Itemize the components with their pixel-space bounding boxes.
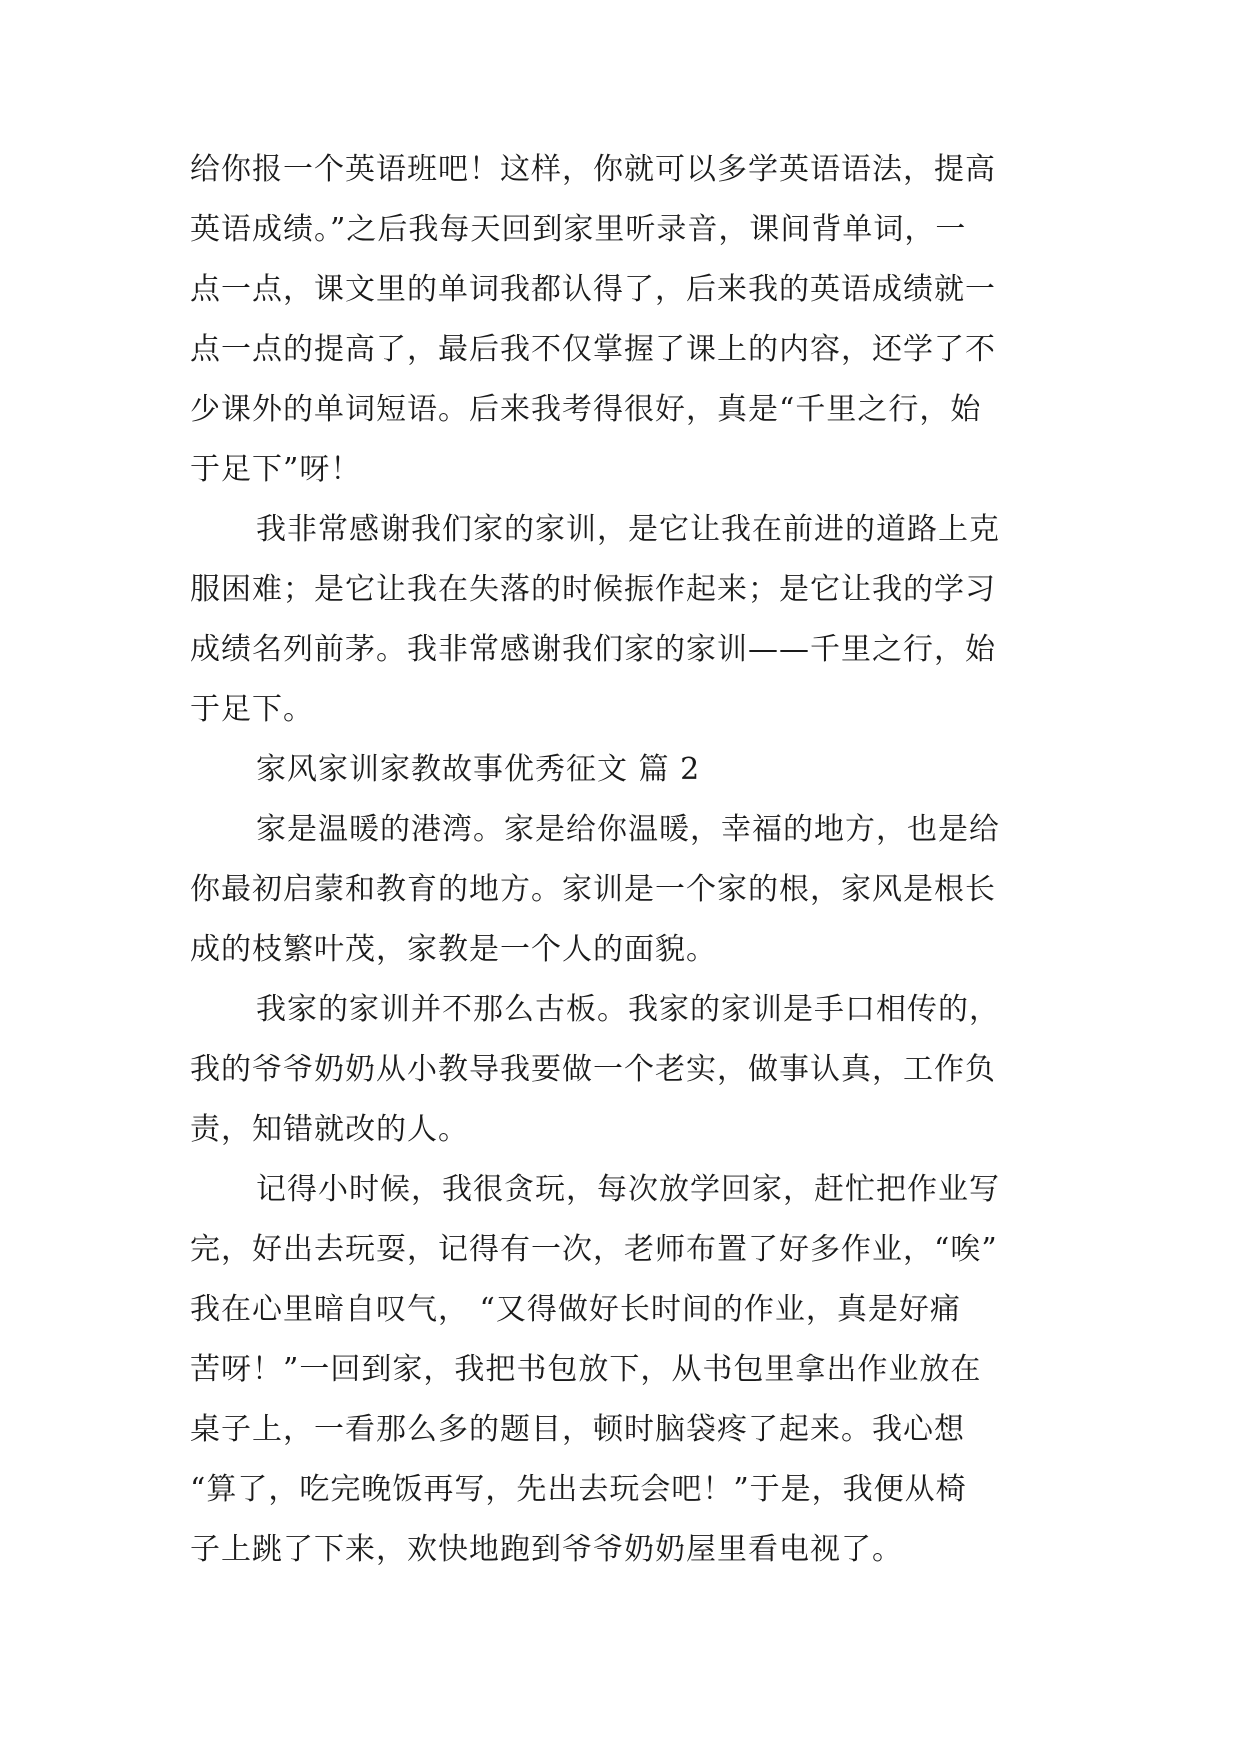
paragraph-line: 成绩名列前茅。我非常感谢我们家的家训——千里之行，始 xyxy=(190,632,996,667)
paragraph-line: 点一点的提高了，最后我不仅掌握了课上的内容，还学了不 xyxy=(190,332,996,367)
paragraph-line: 苦呀！”一回到家，我把书包放下，从书包里拿出作业放在 xyxy=(190,1352,982,1387)
paragraph-line: 服困难；是它让我在失落的时候振作起来；是它让我的学习 xyxy=(190,572,996,607)
paragraph-line: 于足下”呀！ xyxy=(190,452,362,487)
paragraph-line: 家是温暖的港湾。家是给你温暖，幸福的地方，也是给 xyxy=(256,812,1000,847)
paragraph-line: 子上跳了下来，欢快地跑到爷爷奶奶屋里看电视了。 xyxy=(190,1532,903,1567)
paragraph-line: 少课外的单词短语。后来我考得很好，真是“千里之行，始 xyxy=(190,392,982,427)
paragraph-line: 给你报一个英语班吧！这样，你就可以多学英语语法，提高 xyxy=(190,152,996,187)
paragraph-line: 记得小时候，我很贪玩，每次放学回家，赶忙把作业写 xyxy=(256,1172,1000,1207)
paragraph-line: 桌子上，一看那么多的题目，顿时脑袋疼了起来。我心想 xyxy=(190,1412,965,1447)
paragraph-line: 你最初启蒙和教育的地方。家训是一个家的根，家风是根长 xyxy=(190,872,996,907)
paragraph-line: 我的爷爷奶奶从小教导我要做一个老实，做事认真，工作负 xyxy=(190,1052,996,1087)
paragraph-line: 我非常感谢我们家的家训，是它让我在前进的道路上克 xyxy=(256,512,1000,547)
paragraph-line: 点一点，课文里的单词我都认得了，后来我的英语成绩就一 xyxy=(190,272,996,307)
paragraph-line: 成的枝繁叶茂，家教是一个人的面貌。 xyxy=(190,932,717,967)
paragraph-line: 我家的家训并不那么古板。我家的家训是手口相传的， xyxy=(256,992,1000,1027)
paragraph-line: 英语成绩。”之后我每天回到家里听录音，课间背单词，一 xyxy=(190,212,967,247)
section-heading: 家风家训家教故事优秀征文 篇 2 xyxy=(256,752,701,787)
document-body xyxy=(190,140,1050,1580)
paragraph-line: 完，好出去玩耍，记得有一次，老师布置了好多作业，“唉” xyxy=(190,1232,998,1267)
paragraph-line: 于足下。 xyxy=(190,692,314,727)
paragraph-line: “算了，吃完晚饭再写，先出去玩会吧！”于是，我便从椅 xyxy=(190,1472,967,1507)
paragraph-line: 责，知错就改的人。 xyxy=(190,1112,469,1147)
paragraph-line: 我在心里暗自叹气， “又得做好长时间的作业，真是好痛 xyxy=(190,1292,961,1327)
